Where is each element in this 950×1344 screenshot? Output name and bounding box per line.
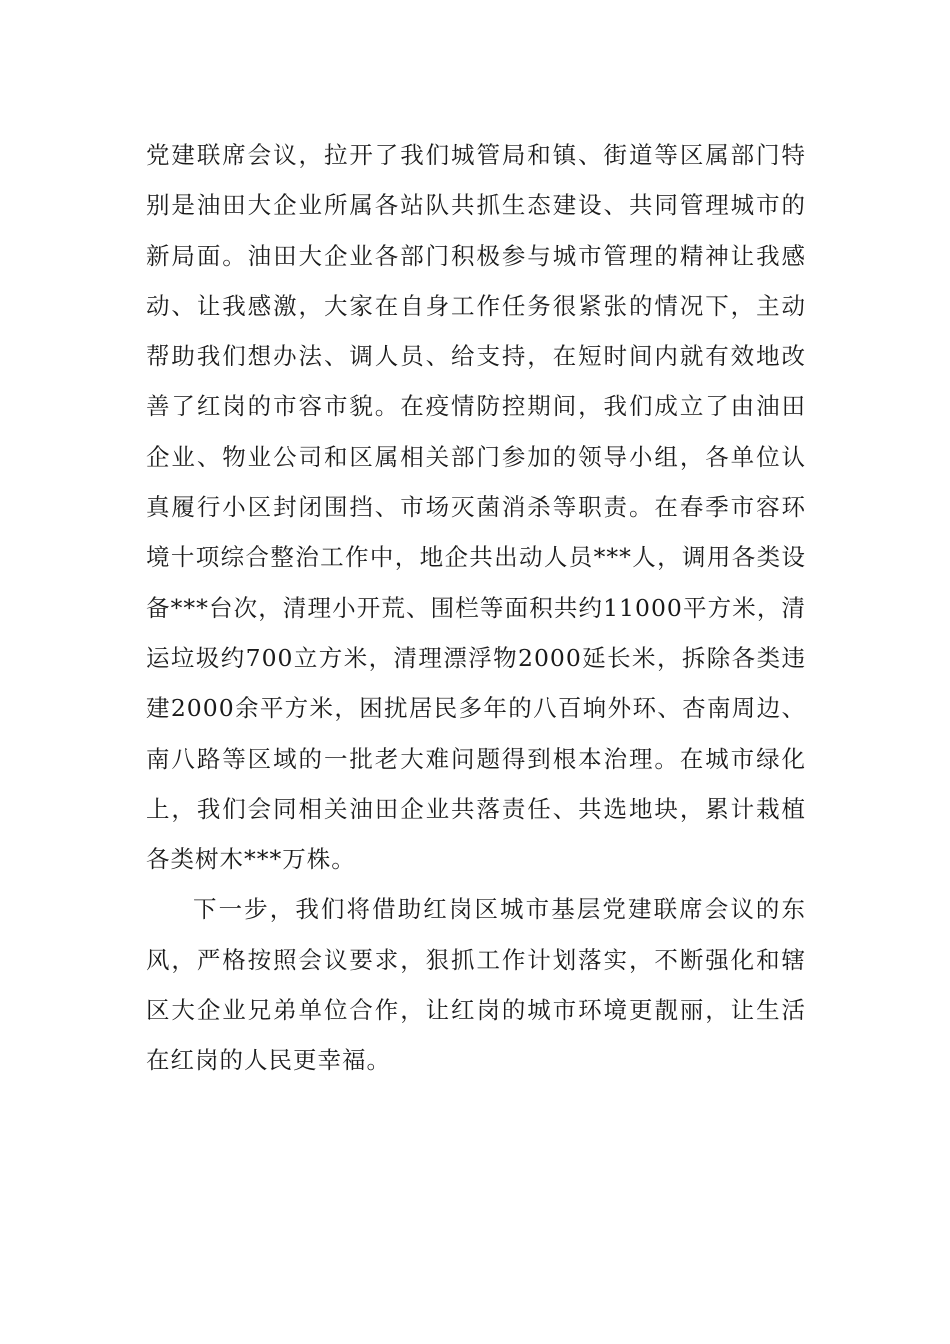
document-body (146, 130, 806, 1086)
paragraph-1: 党建联席会议，拉开了我们城管局和镇、街道等区属部门特别是油田大企业所属各站队共抓生态建设、共同管理城市的新局面。油田大企业各部门积极参与城市管理的精神让我感动、让我感激，大家在自身工作任务很紧张的情况下，主动帮助我们想办法、调人员、给支持，在短时间内就有效地改善了红岗的市容市貌。在疫情防控期间，我们成立了由油田企业、物业公司和区属相关部门参加的领导小组，各单位认真履行小区封闭围挡、市场灭菌消杀等职责。在春季市容环境十项综合整治工作中，地企共出动人员***人，调用各类设备***台次，清理小开荒、围栏等面积共约11000平方米，清运垃圾约700立方米，清理漂浮物2000延长米，拆除各类违建2000余平方米，困扰居民多年的八百垧外环、杏南周边、南八路等区域的一批老大难问题得到根本治理。在城市绿化上，我们会同相关油田企业共落责任、共选地块，累计栽植各类树木***万株。 (146, 141, 806, 874)
paragraph-2: 下一步，我们将借助红岗区城市基层党建联席会议的东风，严格按照会议要求，狠抓工作计划落实，不断强化和辖区大企业兄弟单位合作，让红岗的城市环境更靓丽，让生活在红岗的人民更幸福。 (146, 895, 806, 1075)
